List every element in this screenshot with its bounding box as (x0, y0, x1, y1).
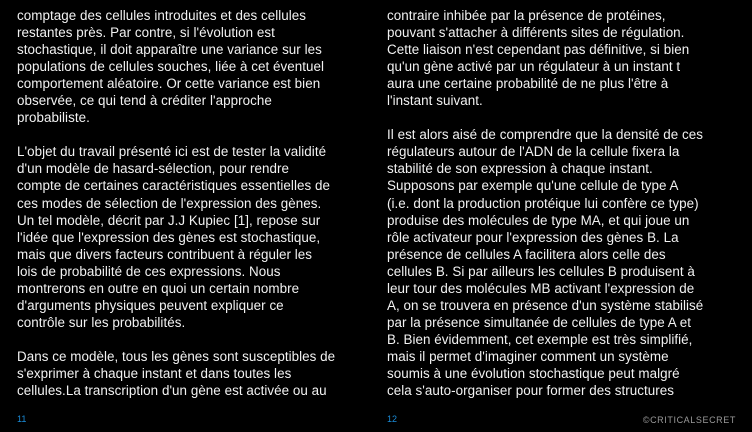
left-paragraph-3: Dans ce modèle, tous les gènes sont susceptibles de s'exprimer à chaque instant et dans toutes les cellules.La transcription d'un gène est activée ou au (17, 348, 336, 399)
right-paragraph-1: contraire inhibée par la présence de protéines, pouvant s'attacher à différents sites de régulation. Cette liaison n'est cependant pas définitive, si bien qu'un gène activé par un régulateur à un instant t aura une certaine probabilité de ne plus l'être à l'instant suivant. (387, 8, 690, 109)
right-page-text (387, 7, 742, 416)
left-page-text (17, 7, 372, 416)
right-page-number: 12 (387, 414, 398, 424)
left-page-number: 11 (17, 414, 27, 424)
left-paragraph-1: comptage des cellules introduites et des cellules restantes près. Par contre, si l'évolution est stochastique, il doit apparaître une variance sur les populations de cellules souches, liée à cet éventuel comportement aléatoire. Or cette variance est bien observée, ce qui tend à créditer l'approche probabiliste. (17, 8, 325, 126)
brand-copyright: ©CRITICALSECRET (642, 415, 736, 425)
left-paragraph-2: L'objet du travail présenté ici est de tester la validité d'un modèle de hasard-sélection, pour rendre compte de certaines caractéristiques essentielles de ces modes de sélection de l'expression des gènes. Un tel modèle, décrit par J.J Kupiec [1], repose sur l'idée que l'expression des gènes est stochastique, mais que divers facteurs contribuent à réguler les lois de probabilité de ces expressions. Nous montrerons en outre en quoi un certain nombre d'arguments physiques peuvent expliquer ce contrôle sur les probabilités. (17, 144, 330, 330)
right-paragraph-2: Il est alors aisé de comprendre que la densité de ces régulateurs autour de l'ADN de la cellule fixera la stabilité de son expression à chaque instant. Supposons par exemple qu'une cellule de type A (i.e. dont la production protéique lui confère ce type) produise des molécules de type MA, et qui joue un rôle activateur pour l'expression des gènes B. La présence de cellules A facilitera alors celle des cellules B. Si par ailleurs les cellules B produisent à leur tour des molécules MB activant l'expression de A, on se trouvera en présence d'un système stabilisé par la présence simultanée de cellules de type A et B. Bien évidemment, cet exemple est très simplifié, mais il permet d'imaginer comment un système soumis à une évolution stochastique peut malgré cela s'auto-organiser pour former des structures (387, 127, 704, 399)
